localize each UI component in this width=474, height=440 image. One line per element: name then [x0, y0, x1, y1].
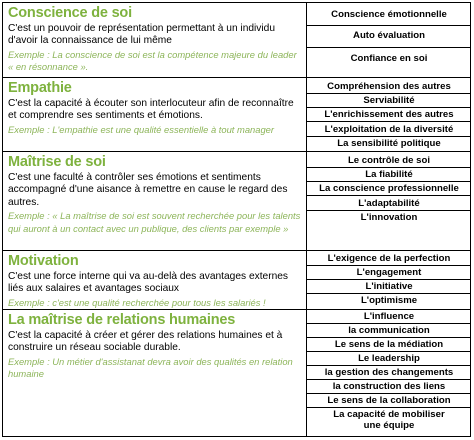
row-divider	[307, 379, 471, 380]
section-description: C'est une faculté à contrôler ses émotions et sentiments accompagné d'une aisance à remettre en cause le regard des autres.	[8, 172, 288, 208]
section-empathie	[3, 78, 305, 150]
row-divider	[307, 121, 471, 122]
competence-item: L'engagement	[356, 267, 422, 278]
competence-item: L'enrichissement des autres	[324, 109, 454, 120]
section-title: Empathie	[8, 80, 72, 96]
competence-item: la gestion des changements	[324, 367, 454, 378]
competence-item: Serviabilité	[363, 95, 415, 106]
section-description: C'est la capacité à écouter son interlocuteur afin de reconnaître et comprendre ses sentiments et émotions.	[8, 98, 294, 122]
section-title: Maîtrise de soi	[8, 154, 106, 170]
section-description: C'est un pouvoir de représentation permettant à un individu d'avoir la connaissance de lui même	[8, 23, 275, 47]
row-divider	[307, 351, 471, 352]
competence-item: L'innovation	[360, 212, 418, 223]
competence-item: Compréhension des autres	[327, 81, 451, 92]
competence-item: Le contrôle de soi	[347, 155, 431, 166]
competence-item: L'exigence de la perfection	[327, 253, 451, 264]
row-divider	[307, 93, 471, 94]
row-divider	[307, 393, 471, 394]
competence-item: Confiance en soi	[350, 53, 428, 64]
competences-empathie	[307, 78, 471, 150]
row-divider	[307, 107, 471, 108]
competence-item: Le leadership	[358, 353, 420, 364]
competence-item: La capacité de mobiliser une équipe	[333, 409, 445, 431]
competences-relations-humaines	[307, 310, 471, 436]
section-description: C'est la capacité à créer et gérer des relations humaines et à construire un réseau sociable durable.	[8, 330, 283, 354]
row-divider	[307, 25, 471, 26]
competence-item: Conscience émotionnelle	[331, 9, 447, 20]
competence-item: L'exploitation de la diversité	[324, 124, 454, 135]
competence-item: Le sens de la médiation	[334, 339, 444, 350]
competence-item: la communication	[348, 325, 430, 336]
row-divider	[307, 323, 471, 324]
section-title: Motivation	[8, 253, 79, 269]
section-title: Conscience de soi	[8, 5, 132, 21]
competences-motivation	[307, 251, 471, 308]
section-example: Exemple : La conscience de soi est la compétence majeure du leader « en résonnance ».	[8, 48, 297, 73]
competence-item: La sensibilité politique	[337, 138, 441, 149]
row-divider	[307, 195, 471, 196]
competence-item: L'influence	[363, 311, 415, 322]
competences-conscience-de-soi	[307, 3, 471, 77]
row-divider	[307, 293, 471, 294]
section-maitrise-de-soi	[3, 152, 305, 249]
section-description: C'est une force interne qui va au-delà des avantages externes liés aux salaires et avantages sociaux	[8, 271, 289, 295]
section-title: La maîtrise de relations humaines	[8, 312, 236, 328]
competence-item: Le sens de la collaboration	[327, 395, 451, 406]
section-relations-humaines	[3, 310, 305, 436]
competence-item: L'optimisme	[360, 295, 418, 306]
row-divider	[307, 210, 471, 211]
section-example: Exemple : L'empathie est une qualité essentielle à tout manager	[8, 123, 275, 135]
competences-maitrise-de-soi	[307, 152, 471, 249]
section-example: Exemple : Un métier d'assistanat devra avoir des qualités en relation humaine	[8, 355, 293, 380]
competences-table	[2, 2, 471, 437]
competence-item: La fiabilité	[365, 169, 413, 180]
row-divider	[307, 407, 471, 408]
row-divider	[307, 279, 471, 280]
section-conscience-de-soi	[3, 3, 305, 77]
row-divider	[307, 167, 471, 168]
section-motivation	[3, 251, 305, 308]
section-example: Exemple : « La maîtrise de soi est souvent recherchée pour les talents qui auront à un contact avec un publique, des clients par exemple »	[8, 210, 301, 234]
row-divider	[307, 365, 471, 366]
competence-item: L'initiative	[365, 281, 413, 292]
row-divider	[307, 136, 471, 137]
competence-item: la construction des liens	[332, 381, 446, 392]
row-divider	[307, 181, 471, 182]
row-divider	[307, 47, 471, 48]
competence-item: Auto évaluation	[353, 30, 425, 41]
row-divider	[307, 265, 471, 266]
section-example: Exemple : c'est une qualité recherchée pour tous les salariés !	[8, 296, 266, 308]
competence-item: L'adaptabilité	[358, 198, 420, 209]
row-divider	[307, 337, 471, 338]
competence-item: La conscience professionnelle	[319, 183, 459, 194]
